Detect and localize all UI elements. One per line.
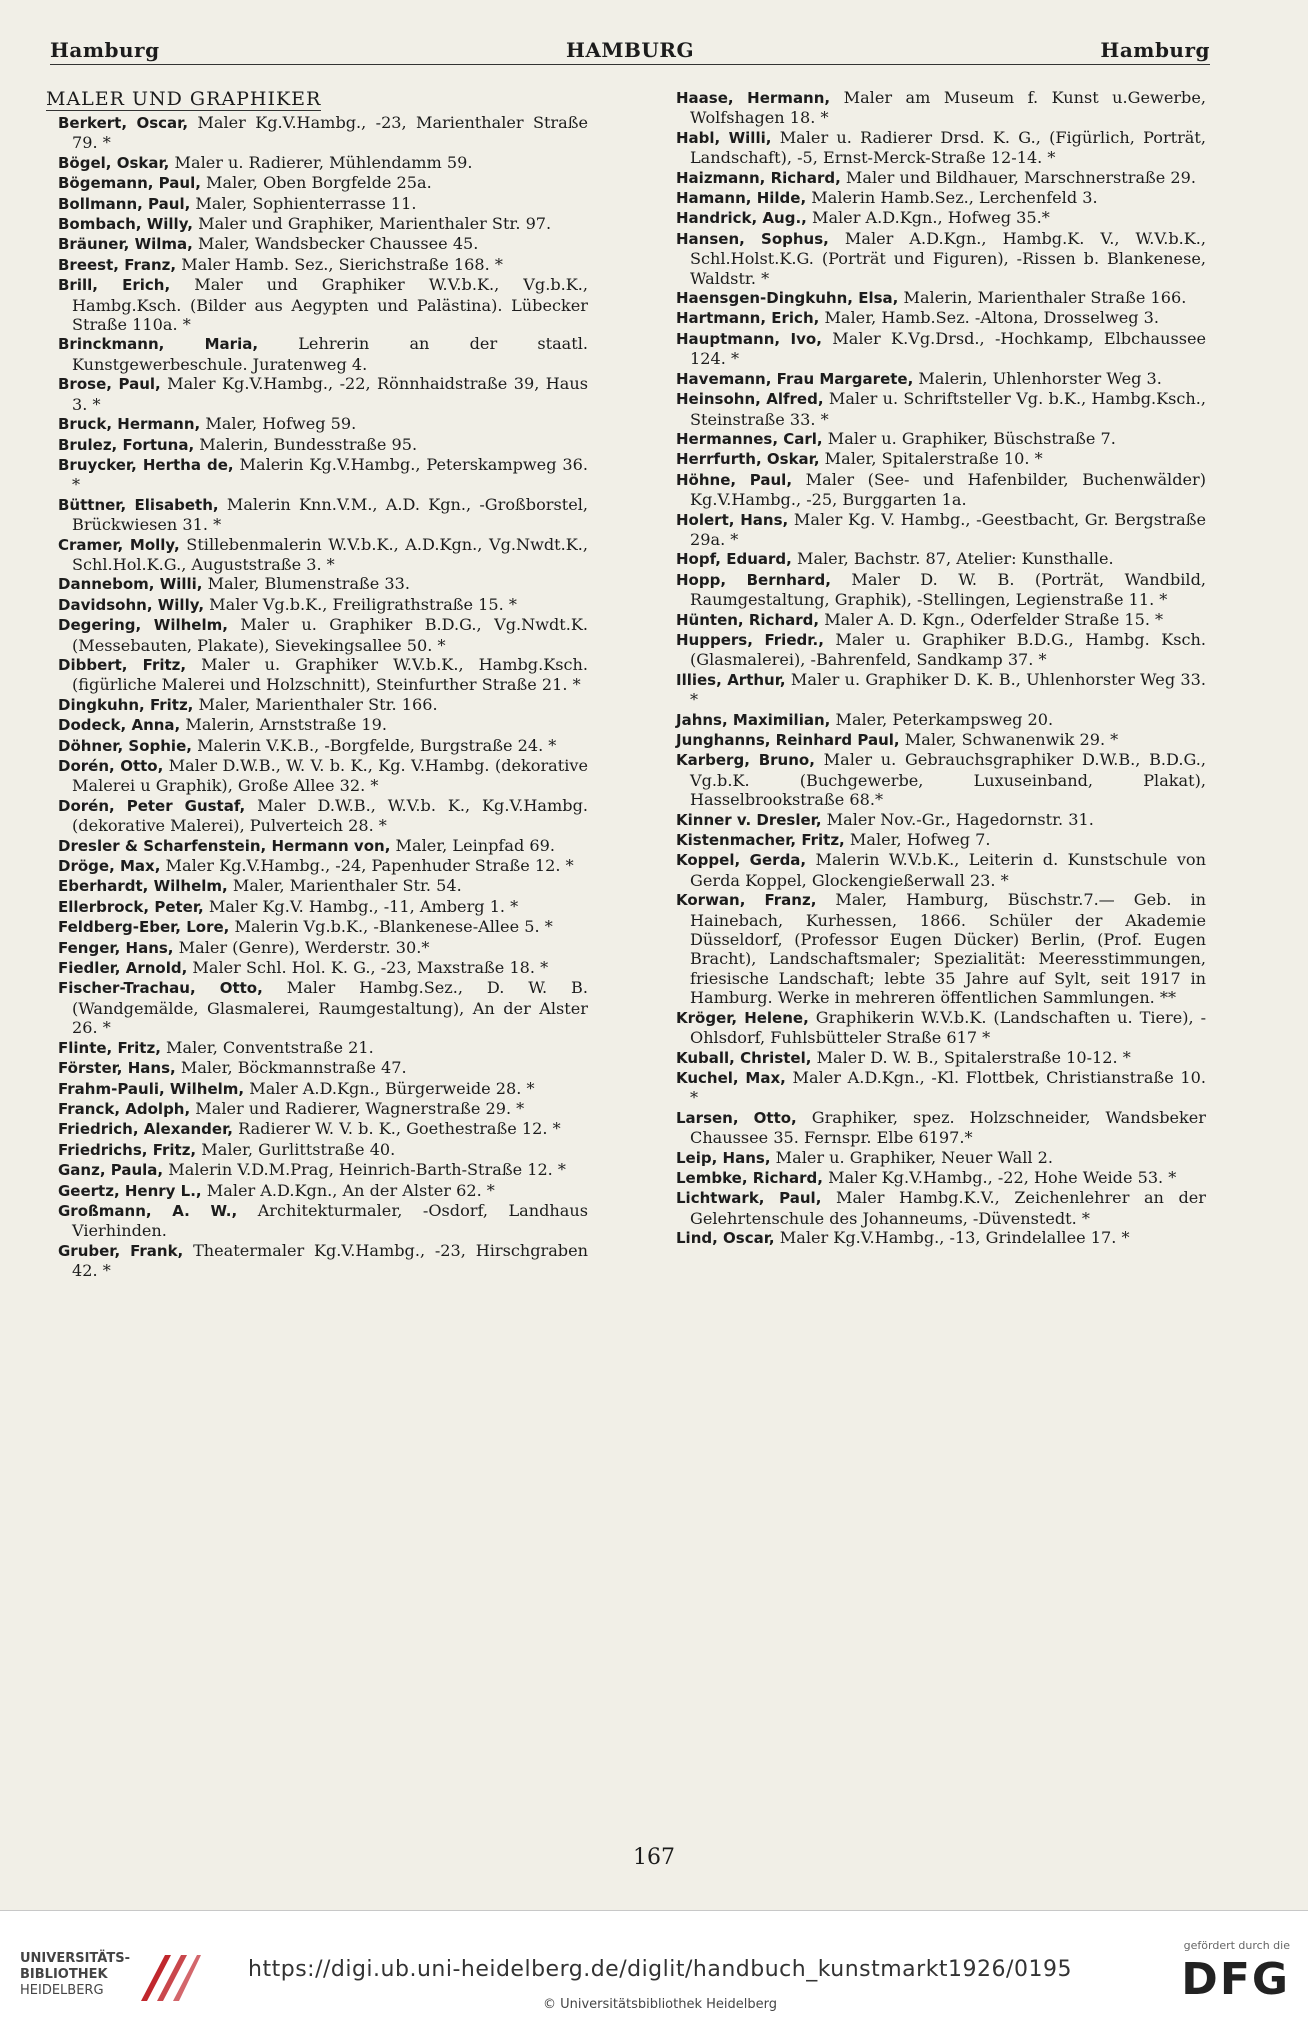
entry-name: Friedrich, Alexander, [58,1120,233,1139]
entry-details: Malerin W.V.b.K., Leiterin d. Kunstschule von Gerda Koppel, Glockengießerwall 23. * [690,850,1206,890]
entry-name: Huppers, Friedr., [676,630,824,649]
entry-name: Leip, Hans, [676,1148,771,1167]
directory-entry [676,630,1206,670]
entry-details: Maler Kg.V.Hambg., -22, Hohe Weide 53. * [822,1167,1177,1187]
entry-details: Maler Nov.-Gr., Hagedornstr. 31. [821,809,1094,829]
entry-details: Maler u. Radierer, Mühlendamm 59. [169,152,473,172]
entry-details: Maler, Schwanenwik 29. * [899,730,1119,749]
directory-entry [676,710,1206,730]
directory-entry [58,435,588,455]
directory-entry [676,510,1206,550]
entry-details: Maler u. Radierer Drsd. K. G., (Figürlich, Porträt, Landschaft), -5, Ernst-Merck-Straße 12-14. * [690,127,1206,168]
directory-entry [58,535,588,575]
entry-details: Architekturmaler, -Osdorf, Landhaus Vierhinden. [72,1200,589,1241]
entry-name: Brulez, Fortuna, [58,435,195,454]
directory-entry [676,288,1206,308]
viewer-footer [0,1910,1308,2029]
entry-details: Maler Hamb. Sez., Sierichstraße 168. * [176,254,503,274]
library-logo [20,1949,220,2009]
entry-details: Maler, Sophienterrasse 11. [190,193,417,213]
directory-entry [58,1079,588,1099]
entry-details: Malerin, Bundesstraße 95. [194,434,418,454]
directory-entry [58,1181,588,1201]
directory-entry [58,1160,588,1180]
entry-details: Maler Vg.b.K., Freiligrathstraße 15. * [204,594,517,614]
entry-details: Malerin V.D.M.Prag, Heinrich-Barth-Straße 12. * [163,1160,566,1180]
directory-entry [676,369,1206,389]
entry-details: Maler D. W. B., Spitalerstraße 10-12. * [811,1047,1131,1067]
entry-name: Höhne, Paul, [676,470,793,489]
entry-name: Herrfurth, Oskar, [676,450,820,469]
entry-details: Maler, Böckmannstraße 47. [175,1058,407,1078]
directory-entry [58,275,588,334]
directory-entry [58,455,588,495]
directory-entry [58,214,588,234]
entry-name: Dannebom, Willi, [58,575,203,594]
entry-name: Habl, Willi, [676,128,772,147]
entry-details: Malerin, Arnststraße 19. [180,715,387,735]
directory-entry [676,329,1206,369]
entry-details: Maler, Peterkampsweg 20. [830,709,1054,729]
directory-entry [676,1228,1206,1248]
entry-name: Ganz, Paula, [58,1161,164,1180]
directory-entry [58,595,588,615]
entry-details: Maler u. Graphiker W.V.b.K., Hambg.Ksch. (figürliche Malerei und Holzschnitt), Steinfurther Straße 21. * [72,654,588,695]
entry-details: Maler A.D.Kgn., Bürgerweide 28. * [244,1078,535,1098]
entry-details: Maler (Genre), Werderstr. 30.* [173,937,430,957]
directory-entry [676,830,1206,850]
directory-entry [58,153,588,173]
entry-details: Lehrerin an der staatl. Kunstgewerbeschule. Juratenweg 4. [72,334,588,374]
directory-entry [676,128,1206,168]
entry-details: Malerin Kg.V.Hambg., Peterskampweg 36. * [72,454,589,495]
directory-entry [58,736,588,756]
entry-name: Haensgen-Dingkuhn, Elsa, [676,289,899,308]
entry-details: Graphiker, spez. Holzschneider, Wandsbeker Chaussee 35. Fernspr. Elbe 6197.* [690,1107,1206,1148]
entry-name: Hansen, Sophus, [676,229,829,248]
directory-entry [58,234,588,254]
entry-name: Korwan, Franz, [676,891,817,910]
directory-entry [58,655,588,695]
entry-name: Bombach, Willy, [58,215,193,234]
entry-details: Maler A.D.Kgn., -Kl. Flottbek, Christianstraße 10. * [690,1067,1206,1108]
entry-name: Lembke, Richard, [676,1168,823,1187]
directory-entry [58,615,588,655]
directory-entry [58,938,588,958]
entry-name: Illies, Arthur, [676,670,786,689]
entry-details: Maler A.D.Kgn., Hofweg 35.* [806,208,1050,228]
entry-name: Brill, Erich, [58,276,171,295]
directory-entry [58,1119,588,1139]
entry-details: Maler A. D. Kgn., Oderfelder Straße 15. * [819,609,1164,629]
entry-name: Kuchel, Max, [676,1068,786,1087]
entry-name: Lichtwark, Paul, [676,1189,822,1208]
entry-details: Maler Kg.V. Hambg., -11, Amberg 1. * [203,896,519,916]
directory-entry [676,1008,1206,1048]
directory-entry [58,695,588,715]
entry-name: Flinte, Fritz, [58,1038,161,1057]
directory-entry [58,1140,588,1160]
directory-entry [58,796,588,836]
entry-name: Großmann, A. W., [58,1201,238,1220]
logo-line-3: HEIDELBERG [20,1983,104,1998]
entry-name: Davidsohn, Willy, [58,595,205,614]
directory-entry [676,308,1206,328]
directory-entry [676,389,1206,429]
entry-name: Kröger, Helene, [676,1008,809,1027]
running-header [50,38,1210,66]
directory-entry [58,1241,588,1281]
entry-name: Bögemann, Paul, [58,174,201,193]
entry-name: Kistenmacher, Fritz, [676,831,845,850]
entry-details: Maler, Hofweg 7. [844,830,991,850]
directory-entry [58,495,588,535]
section-title: MALER UND GRAPHIKER [46,88,322,110]
entry-name: Holert, Hans, [676,510,789,529]
directory-entry [676,1108,1206,1148]
directory-entry [58,255,588,275]
entry-name: Berkert, Oscar, [58,114,189,132]
entry-details: Maler Kg.V.Hambg., -13, Grindelallee 17. * [774,1228,1130,1248]
header-center: HAMBURG [565,38,695,62]
entry-name: Fiedler, Arnold, [58,959,188,978]
entry-details: Stillebenmalerin W.V.b.K., A.D.Kgn., Vg.Nwdt.K., Schl.Hol.K.G., Auguststraße 3. * [72,534,588,574]
entry-details: Maler K.Vg.Drsd., -Hochkamp, Elbchaussee 124. * [690,328,1207,369]
directory-entry [58,414,588,434]
directory-entry [58,978,588,1037]
library-emblem-icon [135,1949,205,2005]
directory-entry [676,168,1206,188]
entry-details: Maler D.W.B., W.V.b. K., Kg.V.Hambg. (dekorative Malerei), Pulverteich 28. * [72,795,589,836]
entry-name: Larsen, Otto, [676,1108,797,1127]
entry-details: Maler, Marienthaler Str. 166. [193,694,438,714]
entry-details: Maler Schl. Hol. K. G., -23, Maxstraße 18. * [187,958,549,978]
entry-details: Maler, Oben Borgfelde 25a. [200,173,432,193]
entry-name: Breest, Franz, [58,255,177,274]
entry-details: Maler, Blumenstraße 33. [202,574,411,594]
entry-name: Brose, Paul, [58,375,161,394]
entry-details: Maler, Hamburg, Büschstr.7.— Geb. in Hainebach, Kurhessen, 1866. Schüler der Akademie Düsseldorf, (Professor Eugen Dücker) Berlin, (Prof. Eugen Bracht), Landschaftsmaler; Spezialität: Meeresstimmungen, friesische Landschaft; lebte 35 Jahre auf Sylt, seit 1917 in Hamburg. Werke in mehreren öffentlichen Sammlungen. ** [690,890,1207,1008]
directory-entry [58,715,588,735]
entry-details: Maler Kg.V.Hambg., -24, Papenhuder Straße 12. * [160,856,574,876]
entry-details: Maler, Wandsbecker Chaussee 45. [192,234,479,254]
directory-entry [676,449,1206,469]
entry-name: Jahns, Maximilian, [676,710,831,729]
entry-details: Malerin Hamb.Sez., Lerchenfeld 3. [806,188,1098,208]
entry-details: Maler A.D.Kgn., An der Alster 62. * [201,1180,495,1200]
right-column [676,88,1206,1249]
entry-name: Geertz, Henry L., [58,1181,202,1200]
entry-name: Hopp, Bernhard, [676,570,831,589]
left-column [46,88,589,1281]
entry-name: Bögel, Oskar, [58,153,170,172]
entry-details: Maler Kg. V. Hambg., -Geestbacht, Gr. Bergstraße 29a. * [690,509,1206,549]
directory-entry [58,194,588,214]
entry-details: Maler Kg.V.Hambg., -23, Marienthaler Straße 79. * [72,113,588,153]
entry-details: Maler D. W. B. (Porträt, Wandbild, Raumgestaltung, Graphik), -Stellingen, Legienstraße 11. * [690,569,1206,610]
entry-name: Haase, Hermann, [676,89,831,107]
entry-details: Maler u. Schriftsteller Vg. b.K., Hambg.Ksch., Steinstraße 33. * [690,389,1206,429]
directory-entry [58,113,588,153]
entry-details: Maler, Leinpfad 69. [390,835,555,855]
page-number: 167 [633,1845,675,1870]
entry-name: Hauptmann, Ivo, [676,329,822,348]
entry-name: Havemann, Frau Margarete, [676,369,914,388]
directory-entry [676,850,1206,890]
entry-name: Friedrichs, Fritz, [58,1140,197,1159]
entry-name: Handrick, Aug., [676,209,807,228]
entry-details: Maler u. Graphiker, Büschstraße 7. [822,428,1116,448]
entry-details: Maler, Bachstr. 87, Atelier: Kunsthalle. [791,549,1114,569]
entry-details: Maler und Graphiker, Marienthaler Str. 97. [193,214,552,234]
entry-details: Maler, Hofweg 59. [200,414,357,434]
directory-entry [676,429,1206,449]
entry-name: Bollmann, Paul, [58,194,191,213]
entry-details: Maler und Graphiker W.V.b.K., Vg.b.K., Hambg.Ksch. (Bilder aus Aegypten und Palästina). Lübecker Straße 110a. * [72,275,588,335]
entry-name: Hünten, Richard, [676,610,820,629]
entry-name: Franck, Adolph, [58,1099,191,1118]
entry-name: Bruck, Hermann, [58,415,201,434]
directory-entry [58,1201,588,1241]
logo-line-2: BIBLIOTHEK [20,1967,108,1982]
entry-details: Maler u. Graphiker, Neuer Wall 2. [770,1147,1053,1167]
entry-name: Fenger, Hans, [58,938,174,957]
entry-name: Koppel, Gerda, [676,851,807,870]
entry-name: Haizmann, Richard, [676,168,841,187]
entry-details: Radierer W. V. b. K., Goethestraße 12. * [232,1119,561,1139]
entry-details: Maler, Conventstraße 21. [160,1037,374,1057]
entry-name: Ellerbrock, Peter, [58,897,204,916]
entry-name: Dresler & Scharfenstein, Hermann von, [58,836,391,855]
copyright-notice: © Universitätsbibliothek Heidelberg [542,1997,777,2012]
entry-name: Förster, Hans, [58,1059,176,1078]
entry-name: Dingkuhn, Fritz, [58,695,194,714]
entry-name: Kuball, Christel, [676,1048,812,1067]
directory-entry [58,173,588,193]
entry-name: Cramer, Molly, [58,535,180,554]
dfg-wordmark: DFG [1181,1954,1290,2005]
directory-entry [676,810,1206,830]
directory-entry [676,549,1206,569]
entry-name: Kinner v. Dresler, [676,810,822,829]
directory-entry [58,917,588,937]
entry-details: Malerin V.K.B., -Borgfelde, Burgstraße 24. * [191,735,557,755]
entry-name: Döhner, Sophie, [58,736,192,755]
entry-name: Hamann, Hilde, [676,189,807,208]
entry-details: Maler am Museum f. Kunst u.Gewerbe, Wolfshagen 18. * [690,88,1206,128]
header-left: Hamburg [50,38,160,62]
entry-name: Dorén, Otto, [58,757,164,775]
entry-details: Maler und Radierer, Wagnerstraße 29. * [190,1098,525,1118]
entry-details: Maler u. Graphiker B.D.G., Hambg. Ksch. (Glasmalerei), -Bahrenfeld, Sandkamp 37. * [690,629,1206,670]
entry-name: Frahm-Pauli, Wilhelm, [58,1079,245,1098]
entry-details: Maler Hambg.K.V., Zeichenlehrer an der Gelehrtenschule des Johanneums, -Düvenstedt. * [690,1188,1207,1228]
funded-by-label: gefördert durch die [1183,1939,1290,1952]
entry-name: Dibbert, Fritz, [58,655,187,674]
entry-name: Fischer-Trachau, Otto, [58,979,263,998]
directory-entry [676,1068,1206,1108]
entry-name: Brinckmann, Maria, [58,335,259,354]
entry-name: Hermannes, Carl, [676,429,823,448]
directory-entry [58,836,588,856]
entry-name: Karberg, Bruno, [676,751,815,770]
directory-entry [58,1058,588,1078]
entry-name: Bruycker, Hertha de, [58,455,234,474]
entry-details: Maler Hambg.Sez., D. W. B. (Wandgemälde, Glasmalerei, Raumgestaltung), An der Alster 26. * [72,978,588,1038]
directory-entry [676,88,1206,128]
directory-entry [676,1148,1206,1168]
directory-entry [676,188,1206,208]
header-rule [50,64,1210,65]
entry-name: Gruber, Frank, [58,1241,184,1260]
entry-name: Dodeck, Anna, [58,716,181,735]
entry-name: Dorén, Peter Gustaf, [58,796,246,815]
entry-name: Heinsohn, Alfred, [676,390,824,409]
entry-name: Lind, Oscar, [676,1229,775,1248]
directory-entry [676,610,1206,630]
entry-details: Malerin Vg.b.K., -Blankenese-Allee 5. * [229,917,553,937]
entry-name: Hartmann, Erich, [676,309,820,328]
entry-details: Maler, Spitalerstraße 10. * [819,449,1043,469]
entry-name: Junghanns, Reinhard Paul, [676,731,900,749]
directory-entry [58,856,588,876]
directory-entry [676,670,1206,710]
directory-entry [58,1099,588,1119]
entry-details: Malerin, Marienthaler Straße 166. [898,288,1187,308]
entry-details: Maler u. Graphiker B.D.G., Vg.Nwdt.K. (Messebauten, Plakate), Sievekingsallee 50. * [72,615,589,655]
directory-entry [676,208,1206,228]
directory-entry [58,574,588,594]
document-url-link[interactable]: https://digi.ub.uni-heidelberg.de/diglit/handbuch_kunstmarkt1926/0195 [248,1957,1072,1982]
directory-entry [676,1168,1206,1188]
entry-details: Maler (See- und Hafenbilder, Buchenwälder) Kg.V.Hambg., -25, Burggarten 1a. [690,469,1206,510]
entry-name: Eberhardt, Wilhelm, [58,877,228,896]
entry-name: Büttner, Elisabeth, [58,495,219,514]
directory-entry [58,958,588,978]
directory-entry [58,374,588,414]
entry-name: Hopf, Eduard, [676,550,792,569]
entry-details: Maler u. Gebrauchsgraphiker D.W.B., B.D.G., Vg.b.K. (Buchgewerbe, Luxuseinband, Plakat), Hasselbrookstraße 68.* [690,750,1206,810]
entry-name: Degering, Wilhelm, [58,616,228,635]
directory-entry [676,470,1206,510]
entry-details: Malerin Knn.V.M., A.D. Kgn., -Großborstel, Brückwiesen 31. * [72,494,588,535]
directory-entry [676,730,1206,750]
entry-details: Maler, Marienthaler Str. 54. [227,876,462,896]
entry-name: Feldberg-Eber, Lore, [58,918,230,937]
directory-entry [676,229,1206,288]
entry-details: Malerin, Uhlenhorster Weg 3. [913,368,1162,388]
entry-details: Maler, Hamb.Sez. -Altona, Drosselweg 3. [819,308,1160,328]
dfg-logo [1130,1939,1290,2008]
entry-details: Maler A.D.Kgn., Hambg.K. V., W.V.b.K., Schl.Holst.K.G. (Porträt und Figuren), -Rissen b. Blankenese, Waldstr. * [690,228,1206,288]
entry-details: Maler Kg.V.Hambg., -22, Rönnhaidstraße 39, Haus 3. * [72,374,589,414]
directory-entry [676,1048,1206,1068]
directory-entry [58,756,588,796]
entry-details: Maler und Bildhauer, Marschnerstraße 29. [840,167,1197,187]
directory-entry [58,334,588,374]
entry-details: Theatermaler Kg.V.Hambg., -23, Hirschgraben 42. * [72,1240,588,1281]
directory-entry [676,890,1206,1007]
entry-details: Maler u. Graphiker D. K. B., Uhlenhorster Weg 33. * [690,669,1206,710]
entry-details: Graphikerin W.V.b.K. (Landschaften u. Tiere), -Ohlsdorf, Fuhlsbütteler Straße 617 * [690,1007,1207,1048]
directory-entry [676,750,1206,809]
header-right: Hamburg [1100,38,1210,62]
directory-entry [58,1038,588,1058]
directory-entry [676,1188,1206,1228]
directory-entry [58,897,588,917]
entry-name: Bräuner, Wilma, [58,235,193,254]
entry-name: Dröge, Max, [58,857,161,876]
entry-details: Maler, Gurlittstraße 40. [196,1139,396,1159]
logo-line-1: UNIVERSITÄTS- [20,1951,130,1966]
directory-entry [676,570,1206,610]
directory-entry [58,876,588,896]
entry-details: Maler D.W.B., W. V. b. K., Kg. V.Hambg. (dekorative Malerei u Graphik), Große Allee 32. * [72,756,588,796]
